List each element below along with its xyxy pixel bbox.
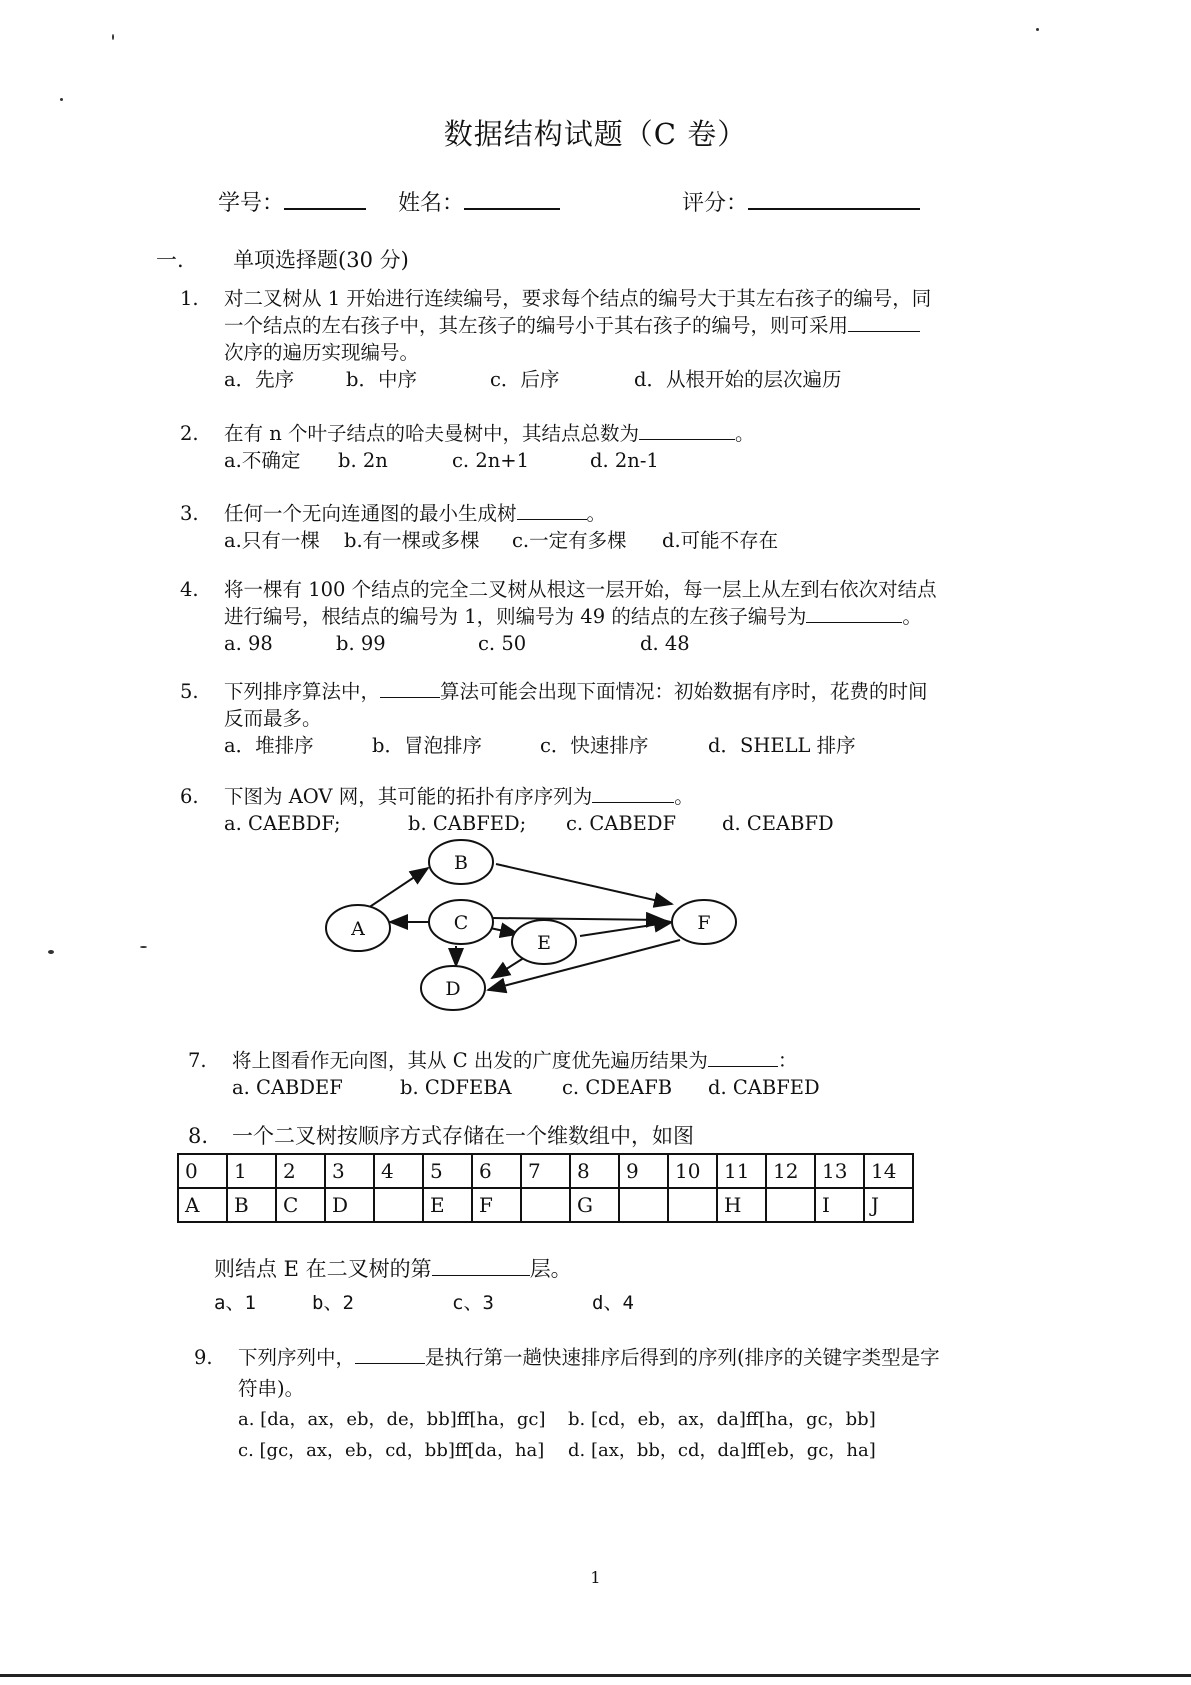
edge-a-b xyxy=(362,868,428,912)
question-8 xyxy=(188,1123,988,1150)
score-label: 评分： xyxy=(682,191,749,216)
question-text: 反而最多。 xyxy=(224,707,322,730)
node-a-label: A xyxy=(351,918,365,940)
question-text: 在有 n 个叶子结点的哈夫曼树中，其结点总数为 xyxy=(224,422,639,445)
option-d: d、4 xyxy=(592,1292,634,1314)
question-number: 7. xyxy=(188,1049,207,1072)
answer-blank xyxy=(380,681,440,698)
question-text: 。 xyxy=(734,422,755,445)
question-text: 将上图看作无向图，其从 C 出发的广度优先遍历结果为 xyxy=(232,1049,708,1072)
option-d: d.可能不存在 xyxy=(662,529,779,552)
option-c: c. CDEAFB xyxy=(562,1076,673,1099)
question-number: 4. xyxy=(180,578,199,601)
answer-blank xyxy=(592,786,674,803)
question-text: 。 xyxy=(902,605,922,628)
page-title: 数据结构试题（C 卷） xyxy=(443,117,748,151)
option-a: a．堆排序 xyxy=(224,734,314,757)
question-1 xyxy=(180,285,980,393)
scan-speck xyxy=(112,34,114,40)
option-a: a. [da，ax，eb，de，bb]ff[ha，gc] xyxy=(238,1409,546,1430)
option-d: d. 48 xyxy=(640,632,690,655)
options xyxy=(224,527,980,554)
answer-blank xyxy=(355,1347,425,1364)
question-4 xyxy=(180,576,980,657)
option-d: d. 2n-1 xyxy=(590,449,659,472)
options xyxy=(238,1404,994,1435)
option-c: c．后序 xyxy=(490,368,560,391)
name-blank xyxy=(464,190,560,210)
array-value-cell: E xyxy=(423,1188,472,1222)
option-c: c. CABEDF xyxy=(566,812,677,835)
index-row xyxy=(178,1154,913,1188)
options xyxy=(224,447,980,474)
answer-blank xyxy=(639,423,735,440)
options xyxy=(232,1074,988,1101)
option-c: c. 50 xyxy=(478,632,527,655)
score-blank xyxy=(748,190,920,210)
option-c: c．快速排序 xyxy=(540,734,649,757)
page-number: 1 xyxy=(590,1568,601,1587)
student-info-row xyxy=(218,186,938,217)
question-3 xyxy=(180,500,980,554)
array-value-cell xyxy=(766,1188,815,1222)
option-c: c. [gc，ax，eb，cd，bb]ff[da，ha] xyxy=(238,1440,545,1461)
option-d: d. [ax，bb，cd，da]ff[eb，gc，ha] xyxy=(568,1440,876,1461)
array-index-cell: 6 xyxy=(472,1154,521,1188)
edge-e-f xyxy=(580,922,672,936)
array-index-cell: 10 xyxy=(668,1154,717,1188)
node-f-label: F xyxy=(697,912,711,934)
array-value-cell: F xyxy=(472,1188,521,1222)
question-text: 算法可能会出现下面情况：初始数据有序时，花费的时间 xyxy=(440,680,928,703)
array-index-cell: 0 xyxy=(178,1154,227,1188)
option-b: b.有一棵或多棵 xyxy=(344,529,480,552)
option-b: b. [cd，eb，ax，da]ff[ha，gc，bb] xyxy=(568,1409,876,1430)
name-label: 姓名： xyxy=(398,191,465,216)
options xyxy=(238,1435,994,1466)
options xyxy=(224,630,980,657)
question-8-continued xyxy=(214,1252,1014,1320)
array-value-cell xyxy=(374,1188,423,1222)
scan-speck xyxy=(48,950,54,954)
array-index-cell: 3 xyxy=(325,1154,374,1188)
question-text: 。 xyxy=(586,502,607,525)
question-text: 对二叉树从 1 开始进行连续编号，要求每个结点的编号大于其左右孩子的编号，同 xyxy=(224,287,932,310)
option-c: c. 2n+1 xyxy=(452,449,530,472)
array-index-cell: 4 xyxy=(374,1154,423,1188)
option-a: a. CABDEF xyxy=(232,1076,343,1099)
array-index-cell: 2 xyxy=(276,1154,325,1188)
option-b: b．冒泡排序 xyxy=(372,734,482,757)
question-text: 层。 xyxy=(529,1257,572,1281)
question-number: 2. xyxy=(180,422,199,445)
array-index-cell: 12 xyxy=(766,1154,815,1188)
question-text: 将一棵有 100 个结点的完全二叉树从根这一层开始，每一层上从左到右依次对结点 xyxy=(224,578,937,601)
options xyxy=(224,366,980,393)
option-b: b. 99 xyxy=(336,632,386,655)
answer-blank xyxy=(848,315,920,332)
option-a: a.只有一棵 xyxy=(224,529,320,552)
answer-blank xyxy=(708,1050,778,1067)
option-b: b、2 xyxy=(312,1292,354,1314)
node-b-label: B xyxy=(454,852,468,874)
array-value-cell xyxy=(668,1188,717,1222)
option-a: a. CAEBDF; xyxy=(224,812,341,835)
question-text: 符串)。 xyxy=(238,1377,305,1400)
option-a: a.不确定 xyxy=(224,449,301,472)
array-index-cell: 5 xyxy=(423,1154,472,1188)
question-2 xyxy=(180,420,980,474)
question-number: 3. xyxy=(180,502,199,525)
option-c: c.一定有多棵 xyxy=(512,529,627,552)
array-value-cell: H xyxy=(717,1188,766,1222)
options xyxy=(214,1286,1014,1320)
question-text: 一个结点的左右孩子中，其左孩子的编号小于其右孩子的编号，则可采用 xyxy=(224,314,849,337)
option-d: d. CABFED xyxy=(708,1076,820,1099)
sequential-storage-table xyxy=(177,1153,914,1223)
answer-blank xyxy=(517,503,587,520)
node-c-label: C xyxy=(453,912,469,934)
question-text: 下图为 AOV 网，其可能的拓扑有序序列为 xyxy=(224,785,593,808)
array-value-cell: B xyxy=(227,1188,276,1222)
section-number: 一. xyxy=(156,248,184,272)
scan-edge-line xyxy=(0,1674,1191,1677)
array-index-cell: 11 xyxy=(717,1154,766,1188)
node-e-label: E xyxy=(537,932,551,954)
array-index-cell: 1 xyxy=(227,1154,276,1188)
option-d: d．SHELL 排序 xyxy=(708,734,856,757)
array-index-cell: 8 xyxy=(570,1154,619,1188)
node-d-label: D xyxy=(445,978,461,1000)
option-a: a. 98 xyxy=(224,632,273,655)
question-text: 任何一个无向连通图的最小生成树 xyxy=(224,502,517,525)
edge-c-f xyxy=(492,918,664,920)
answer-blank xyxy=(432,1259,530,1276)
array-value-cell xyxy=(619,1188,668,1222)
option-b: b. 2n xyxy=(338,449,388,472)
question-number: 8. xyxy=(188,1124,209,1148)
question-text: 是执行第一趟快速排序后得到的序列(排序的关键字类型是字 xyxy=(425,1346,940,1369)
section-title: 单项选择题(30 分) xyxy=(233,248,409,272)
question-text: 下列排序算法中， xyxy=(224,680,381,703)
option-a: a、1 xyxy=(214,1292,256,1314)
question-7 xyxy=(188,1047,988,1101)
array-index-cell: 14 xyxy=(864,1154,913,1188)
question-text: 次序的遍历实现编号。 xyxy=(224,341,420,364)
question-text: 进行编号，根结点的编号为 1，则编号为 49 的结点的左孩子编号为 xyxy=(224,605,807,628)
question-9 xyxy=(194,1342,994,1466)
option-b: b. CABFED; xyxy=(408,812,527,835)
question-number: 5. xyxy=(180,680,199,703)
array-value-cell: D xyxy=(325,1188,374,1222)
question-number: 6. xyxy=(180,785,199,808)
answer-blank xyxy=(806,606,902,623)
scan-speck xyxy=(1036,28,1039,31)
array-value-cell: J xyxy=(864,1188,913,1222)
array-index-cell: 9 xyxy=(619,1154,668,1188)
student-id-label: 学号： xyxy=(218,191,285,216)
array-value-cell: G xyxy=(570,1188,619,1222)
value-row xyxy=(178,1188,913,1222)
question-5 xyxy=(180,678,980,759)
question-text: 。 xyxy=(674,785,694,808)
option-d: d. CEABFD xyxy=(722,812,834,835)
scan-speck xyxy=(140,946,147,948)
student-id-blank xyxy=(284,190,366,210)
section-heading xyxy=(156,244,409,274)
option-a: a．先序 xyxy=(224,368,295,391)
array-value-cell: A xyxy=(178,1188,227,1222)
array-value-cell: C xyxy=(276,1188,325,1222)
aov-network-diagram xyxy=(300,830,760,1020)
edge-b-f xyxy=(496,864,672,904)
option-b: b. CDFEBA xyxy=(400,1076,512,1099)
array-index-cell: 13 xyxy=(815,1154,864,1188)
question-number: 1. xyxy=(180,287,199,310)
option-b: b．中序 xyxy=(346,368,417,391)
array-index-cell: 7 xyxy=(521,1154,570,1188)
question-text: 下列序列中， xyxy=(238,1346,356,1369)
options xyxy=(224,732,980,759)
question-number: 9. xyxy=(194,1346,213,1369)
question-text: 则结点 E 在二叉树的第 xyxy=(214,1257,432,1281)
option-d: d．从根开始的层次遍历 xyxy=(634,368,842,391)
array-value-cell xyxy=(521,1188,570,1222)
array-value-cell: I xyxy=(815,1188,864,1222)
question-text: 一个二叉树按顺序方式存储在一个维数组中，如图 xyxy=(232,1124,694,1148)
scan-speck xyxy=(60,98,63,101)
option-c: c、3 xyxy=(452,1292,494,1314)
question-6 xyxy=(180,783,980,837)
question-text: ： xyxy=(777,1049,798,1072)
